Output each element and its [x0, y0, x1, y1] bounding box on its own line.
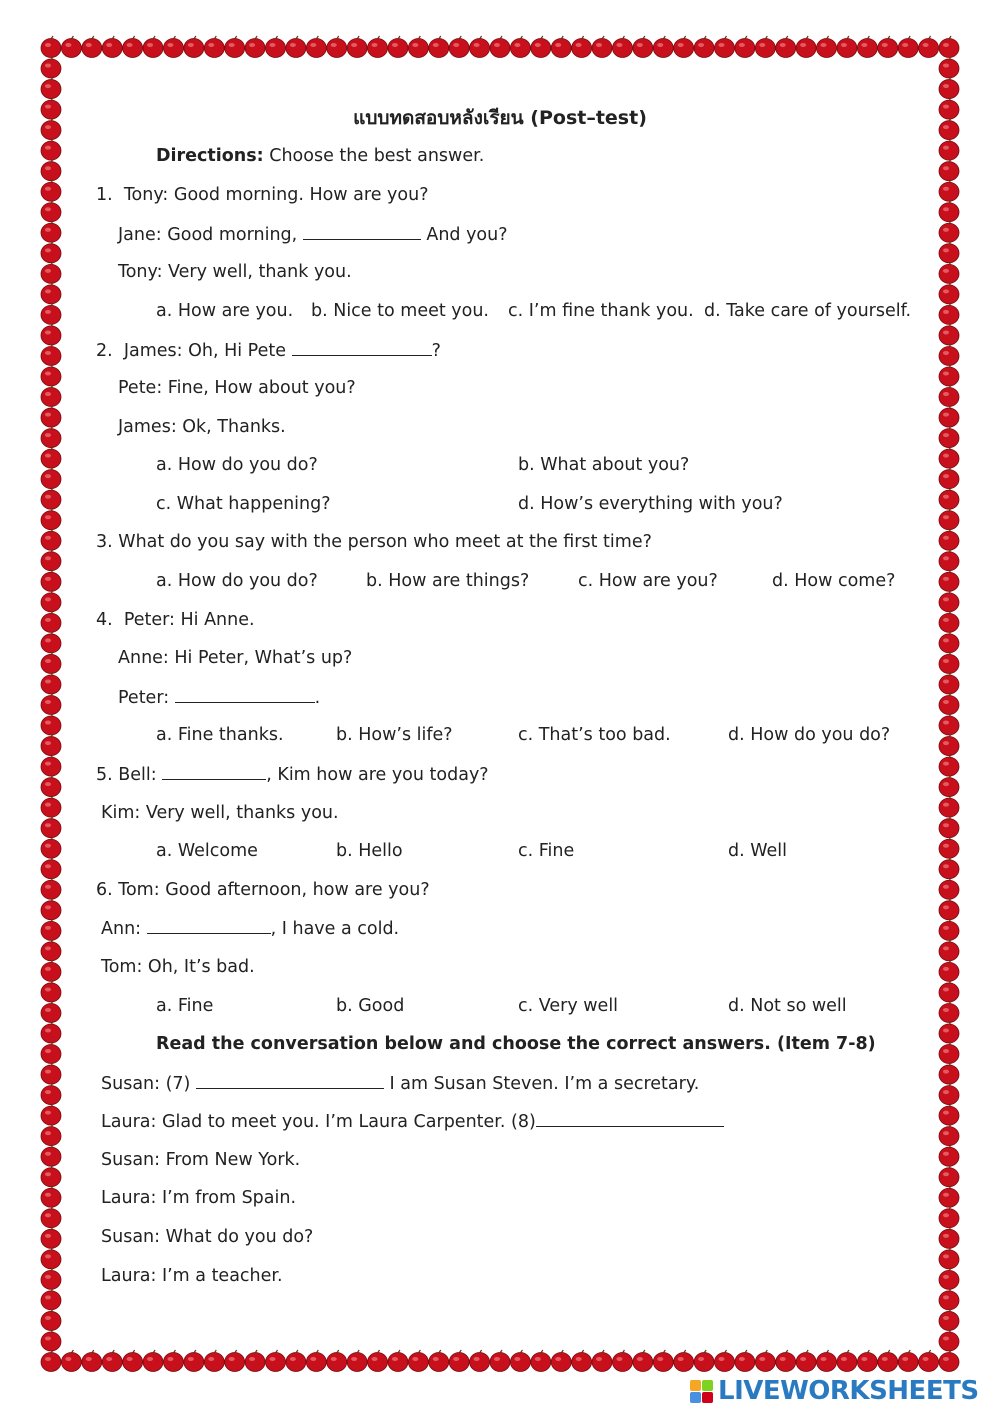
apple-icon — [919, 1350, 939, 1372]
q6-line2-end: , I have a cold. — [270, 919, 400, 939]
apple-icon — [41, 919, 61, 941]
apple-icon — [939, 385, 959, 407]
reading-line1 — [101, 1072, 699, 1095]
apple-icon — [939, 693, 959, 715]
apple-icon — [939, 919, 959, 941]
apple-icon — [857, 1350, 877, 1372]
apple-icon — [41, 282, 61, 304]
q4-line3-end: . — [314, 688, 321, 708]
q2-option-b[interactable]: b. What about you? — [518, 455, 690, 475]
apple-icon — [633, 36, 653, 58]
apple-icon — [388, 1350, 408, 1372]
apple-icon — [939, 467, 959, 489]
q5-line1-end: , Kim how are you today? — [266, 765, 489, 785]
apple-icon — [939, 1329, 959, 1351]
apple-icon — [551, 36, 571, 58]
q6-option-c[interactable]: c. Very well — [518, 996, 619, 1016]
directions-label: Directions: — [156, 146, 264, 166]
apple-icon — [551, 1350, 571, 1372]
apple-icon — [898, 36, 918, 58]
apple-icon — [755, 1350, 775, 1372]
apple-icon — [510, 36, 530, 58]
q4-option-b[interactable]: b. How’s life? — [336, 725, 453, 745]
apple-icon — [939, 775, 959, 797]
apple-icon — [123, 36, 143, 58]
q6-option-a[interactable]: a. Fine — [156, 996, 214, 1016]
apple-icon — [939, 488, 959, 510]
apple-icon — [776, 36, 796, 58]
reading-line5: Susan: What do you do? — [101, 1227, 314, 1247]
apple-icon — [41, 139, 61, 161]
apple-icon — [837, 36, 857, 58]
apple-icon — [939, 549, 959, 571]
answer-blank[interactable] — [147, 917, 271, 934]
q6-line2-start: Ann: — [101, 919, 147, 939]
apple-icon — [41, 939, 61, 961]
answer-blank[interactable] — [162, 763, 266, 780]
q2-line2: Pete: Fine, How about you? — [118, 378, 356, 398]
apple-icon — [41, 1227, 61, 1249]
reading-line2 — [101, 1110, 724, 1133]
reading-line1-end: I am Susan Steven. I’m a secretary. — [383, 1074, 700, 1094]
apple-icon — [939, 508, 959, 530]
apple-icon — [939, 1288, 959, 1310]
apple-icon — [592, 36, 612, 58]
q2-line1 — [96, 339, 441, 362]
apple-icon — [41, 365, 61, 387]
apple-icon — [347, 36, 367, 58]
apple-icon — [429, 36, 449, 58]
apple-icon — [41, 1022, 61, 1044]
apple-icon — [41, 57, 61, 79]
apple-icon — [939, 323, 959, 345]
apple-icon — [817, 1350, 837, 1372]
apple-icon — [470, 36, 490, 58]
apple-icon — [919, 36, 939, 58]
directions — [156, 145, 484, 167]
apple-icon — [939, 529, 959, 551]
apple-icon — [204, 1350, 224, 1372]
apple-icon — [61, 1350, 81, 1372]
logo-blocks-icon — [690, 1380, 714, 1404]
logo-text: LIVEWORKSHEETS — [718, 1376, 979, 1406]
apple-icon — [41, 77, 61, 99]
q1-option-c[interactable]: c. I’m fine thank you. — [508, 301, 694, 321]
apple-icon — [143, 1350, 163, 1372]
apple-icon — [939, 1247, 959, 1269]
apple-icon — [41, 159, 61, 181]
apple-icon — [41, 262, 61, 284]
apple-icon — [184, 1350, 204, 1372]
apple-icon — [939, 57, 959, 79]
apple-icon — [41, 1350, 61, 1372]
apple-icon — [939, 857, 959, 879]
q2-option-a[interactable]: a. How do you do? — [156, 455, 318, 475]
apple-icon — [939, 755, 959, 777]
apple-icon — [41, 1268, 61, 1290]
apple-icon — [41, 508, 61, 530]
reading-line4: Laura: I’m from Spain. — [101, 1188, 297, 1208]
apple-icon — [41, 1042, 61, 1064]
apple-icon — [41, 590, 61, 612]
apple-icon — [939, 796, 959, 818]
apple-icon — [204, 36, 224, 58]
apple-icon — [939, 1186, 959, 1208]
apple-icon — [939, 714, 959, 736]
apple-icon — [653, 1350, 673, 1372]
apple-icon — [41, 406, 61, 428]
apple-icon — [817, 36, 837, 58]
apple-icon — [939, 570, 959, 592]
q1-line2 — [118, 223, 508, 246]
q4-line3 — [118, 686, 320, 709]
apple-icon — [449, 36, 469, 58]
reading-instruction: Read the conversation below and choose the correct answers. (Item 7-8) — [156, 1034, 876, 1054]
apple-icon — [674, 36, 694, 58]
apple-icon — [41, 323, 61, 345]
apple-icon — [41, 467, 61, 489]
q5-option-c[interactable]: c. Fine — [518, 841, 575, 861]
apple-icon — [939, 837, 959, 859]
apple-icon — [939, 1104, 959, 1126]
apple-icon — [41, 1063, 61, 1085]
apple-icon — [225, 36, 245, 58]
apple-icon — [41, 898, 61, 920]
apple-icon — [939, 1268, 959, 1290]
apple-icon — [41, 611, 61, 633]
apple-icon — [694, 36, 714, 58]
apple-icon — [41, 755, 61, 777]
apple-icon — [41, 36, 61, 58]
apple-icon — [939, 262, 959, 284]
apple-icon — [408, 1350, 428, 1372]
apple-icon — [939, 77, 959, 99]
q2-line3: James: Ok, Thanks. — [118, 417, 286, 437]
q1-option-d[interactable]: d. Take care of yourself. — [704, 301, 912, 321]
apple-icon — [939, 939, 959, 961]
q3-option-b[interactable]: b. How are things? — [366, 571, 530, 591]
q6-line1: 6. Tom: Good afternoon, how are you? — [96, 880, 430, 900]
apple-icon — [41, 1206, 61, 1228]
apple-icon — [796, 1350, 816, 1372]
apple-icon — [939, 365, 959, 387]
apple-icon — [939, 344, 959, 366]
apple-icon — [306, 1350, 326, 1372]
apple-icon — [755, 36, 775, 58]
apple-icon — [939, 816, 959, 838]
apple-icon — [41, 1104, 61, 1126]
q1-option-a[interactable]: a. How are you. — [156, 301, 294, 321]
apple-icon — [939, 1063, 959, 1085]
apple-icon — [41, 529, 61, 551]
apple-icon — [245, 36, 265, 58]
apple-icon — [41, 303, 61, 325]
apple-icon — [796, 36, 816, 58]
apple-icon — [41, 1001, 61, 1023]
apple-icon — [939, 241, 959, 263]
q1-option-b[interactable]: b. Nice to meet you. — [311, 301, 489, 321]
apple-icon — [939, 611, 959, 633]
apple-icon — [939, 898, 959, 920]
apple-icon — [592, 1350, 612, 1372]
q2-line1-end: ? — [431, 341, 441, 361]
apple-icon — [878, 36, 898, 58]
apple-icon — [41, 241, 61, 263]
q5-option-b[interactable]: b. Hello — [336, 841, 403, 861]
apple-icon — [939, 426, 959, 448]
reading-line1-start: Susan: (7) — [101, 1074, 196, 1094]
apple-icon — [163, 36, 183, 58]
apple-icon — [939, 447, 959, 469]
apple-icon — [245, 1350, 265, 1372]
apple-icon — [612, 1350, 632, 1372]
q5-line2: Kim: Very well, thanks you. — [101, 803, 339, 823]
apple-icon — [939, 1165, 959, 1187]
apple-icon — [490, 36, 510, 58]
answer-blank-7[interactable] — [196, 1072, 384, 1089]
apple-icon — [368, 1350, 388, 1372]
q2-option-c[interactable]: c. What happening? — [156, 494, 331, 514]
q5-option-a[interactable]: a. Welcome — [156, 841, 258, 861]
apple-icon — [41, 385, 61, 407]
apple-icon — [41, 570, 61, 592]
apple-icon — [939, 221, 959, 243]
apple-icon — [41, 816, 61, 838]
apple-icon — [41, 1186, 61, 1208]
apple-icon — [939, 1001, 959, 1023]
apple-icon — [41, 980, 61, 1002]
apple-icon — [286, 36, 306, 58]
apple-icon — [939, 960, 959, 982]
apple-icon — [857, 36, 877, 58]
q3-line1: 3. What do you say with the person who meet at the first time? — [96, 532, 652, 552]
apple-icon — [572, 36, 592, 58]
reading-line3: Susan: From New York. — [101, 1150, 301, 1170]
apple-icon — [939, 631, 959, 653]
apple-icon — [41, 631, 61, 653]
apple-icon — [327, 36, 347, 58]
q3-option-d[interactable]: d. How come? — [772, 571, 896, 591]
apple-icon — [61, 36, 81, 58]
apple-icon — [327, 1350, 347, 1372]
q6-option-d[interactable]: d. Not so well — [728, 996, 847, 1016]
apple-icon — [939, 282, 959, 304]
apple-icon — [41, 1165, 61, 1187]
apple-icon — [939, 180, 959, 202]
apple-icon — [735, 36, 755, 58]
apple-icon — [41, 693, 61, 715]
reading-line2-start: Laura: Glad to meet you. I’m Laura Carpenter. (8) — [101, 1112, 536, 1132]
apple-icon — [939, 980, 959, 1002]
directions-text: Choose the best answer. — [263, 146, 485, 166]
apple-icon — [368, 36, 388, 58]
q5-line1 — [96, 763, 489, 786]
apple-icon — [510, 1350, 530, 1372]
apple-icon — [633, 1350, 653, 1372]
apple-icon — [41, 488, 61, 510]
q1-line2-start: Jane: Good morning, — [118, 225, 303, 245]
apple-icon — [41, 1145, 61, 1167]
apple-icon — [939, 672, 959, 694]
answer-blank[interactable] — [292, 339, 432, 356]
apple-icon — [184, 36, 204, 58]
apple-icon — [715, 36, 735, 58]
apple-icon — [735, 1350, 755, 1372]
apple-icon — [163, 1350, 183, 1372]
apple-icon — [347, 1350, 367, 1372]
apple-icon — [939, 303, 959, 325]
apple-icon — [41, 221, 61, 243]
apple-icon — [41, 775, 61, 797]
apple-icon — [490, 1350, 510, 1372]
apple-icon — [531, 36, 551, 58]
apple-icon — [266, 36, 286, 58]
apple-icon — [939, 1124, 959, 1146]
apple-icon — [939, 590, 959, 612]
apple-icon — [41, 426, 61, 448]
apple-icon — [41, 180, 61, 202]
apple-icon — [41, 672, 61, 694]
apple-icon — [939, 1350, 959, 1372]
q5-line1-start: 5. Bell: — [96, 765, 163, 785]
q6-option-b[interactable]: b. Good — [336, 996, 405, 1016]
apple-icon — [306, 36, 326, 58]
apple-icon — [41, 960, 61, 982]
apple-icon — [41, 1124, 61, 1146]
apple-icon — [939, 1083, 959, 1105]
apple-icon — [939, 159, 959, 181]
apple-icon — [286, 1350, 306, 1372]
q4-line2: Anne: Hi Peter, What’s up? — [118, 648, 353, 668]
apple-icon — [123, 1350, 143, 1372]
apple-icon — [41, 1309, 61, 1331]
apple-icon — [939, 1227, 959, 1249]
apple-icon — [388, 36, 408, 58]
apple-icon — [429, 1350, 449, 1372]
apple-icon — [939, 1145, 959, 1167]
reading-line6: Laura: I’m a teacher. — [101, 1266, 283, 1286]
apple-icon — [837, 1350, 857, 1372]
apple-icon — [939, 406, 959, 428]
apple-icon — [939, 1042, 959, 1064]
q1-line3: Tony: Very well, thank you. — [118, 262, 352, 282]
apple-icon — [939, 1206, 959, 1228]
apple-icon — [41, 549, 61, 571]
q5-option-d[interactable]: d. Well — [728, 841, 788, 861]
apple-icon — [572, 1350, 592, 1372]
q6-line2 — [101, 917, 399, 940]
apple-icon — [939, 200, 959, 222]
apple-icon — [41, 796, 61, 818]
q6-line3: Tom: Oh, It’s bad. — [101, 957, 255, 977]
apple-icon — [41, 734, 61, 756]
apple-icon — [41, 1288, 61, 1310]
apple-icon — [470, 1350, 490, 1372]
apple-icon — [82, 36, 102, 58]
q4-line1: 4. Peter: Hi Anne. — [96, 610, 255, 630]
q4-option-d[interactable]: d. How do you do? — [728, 725, 891, 745]
apple-icon — [266, 1350, 286, 1372]
apple-icon — [531, 1350, 551, 1372]
q1-line1: 1. Tony: Good morning. How are you? — [96, 185, 429, 205]
apple-icon — [143, 36, 163, 58]
apple-icon — [939, 139, 959, 161]
apple-icon — [715, 1350, 735, 1372]
apple-icon — [939, 1022, 959, 1044]
apple-icon — [225, 1350, 245, 1372]
apple-icon — [41, 1083, 61, 1105]
apple-icon — [102, 36, 122, 58]
page-title: แบบทดสอบหลังเรียน (Post–test) — [353, 107, 647, 129]
q4-line3-start: Peter: — [118, 688, 175, 708]
apple-icon — [102, 1350, 122, 1372]
apple-icon — [878, 1350, 898, 1372]
q4-option-a[interactable]: a. Fine thanks. — [156, 725, 284, 745]
apple-icon — [449, 1350, 469, 1372]
apple-icon — [939, 878, 959, 900]
apple-icon — [694, 1350, 714, 1372]
apple-icon — [41, 200, 61, 222]
apple-icon — [41, 652, 61, 674]
apple-icon — [41, 447, 61, 469]
apple-icon — [408, 36, 428, 58]
answer-blank-8[interactable] — [536, 1110, 724, 1127]
q3-option-a[interactable]: a. How do you do? — [156, 571, 318, 591]
apple-icon — [41, 344, 61, 366]
q2-line1-start: 2. James: Oh, Hi Pete — [96, 341, 292, 361]
apple-icon — [776, 1350, 796, 1372]
answer-blank[interactable] — [175, 686, 315, 703]
q3-option-c[interactable]: c. How are you? — [578, 571, 718, 591]
apple-icon — [674, 1350, 694, 1372]
answer-blank[interactable] — [303, 223, 421, 240]
apple-icon — [41, 1329, 61, 1351]
q4-option-c[interactable]: c. That’s too bad. — [518, 725, 671, 745]
apple-icon — [612, 36, 632, 58]
q1-line2-end: And you? — [420, 225, 508, 245]
apple-icon — [939, 1309, 959, 1331]
apple-icon — [898, 1350, 918, 1372]
apple-icon — [939, 652, 959, 674]
apple-icon — [939, 734, 959, 756]
apple-icon — [41, 714, 61, 736]
apple-icon — [41, 878, 61, 900]
apple-icon — [939, 36, 959, 58]
apple-icon — [41, 837, 61, 859]
apple-icon — [41, 857, 61, 879]
liveworksheets-logo — [690, 1376, 990, 1406]
apple-icon — [653, 36, 673, 58]
apple-icon — [41, 1247, 61, 1269]
q2-option-d[interactable]: d. How’s everything with you? — [518, 494, 783, 514]
apple-icon — [82, 1350, 102, 1372]
